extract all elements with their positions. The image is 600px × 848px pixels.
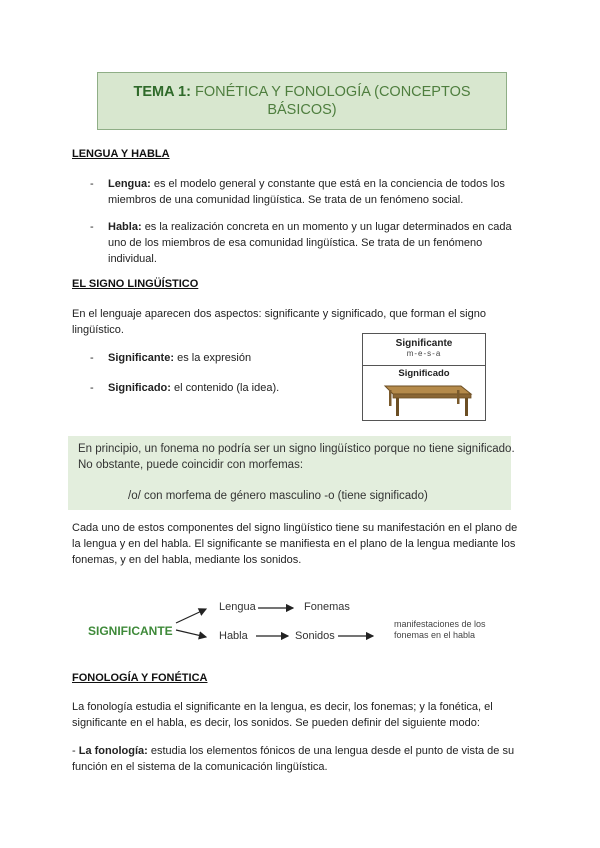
sign-figure-top — [363, 334, 485, 366]
term-significante: Significante: — [108, 352, 175, 364]
significante-text: es la expresión — [177, 352, 252, 364]
diagram-manifestaciones — [394, 619, 486, 641]
def-term: La fonología: — [78, 745, 148, 757]
def-prefix: - — [72, 745, 79, 757]
title-box — [97, 72, 507, 130]
significante-diagram — [88, 592, 518, 652]
bullet-habla — [90, 219, 512, 265]
term-lengua: Lengua: — [108, 178, 151, 190]
title-rest: FONÉTICA Y FONOLOGÍA (CONCEPTOS — [194, 84, 471, 100]
term-significado: Significado: — [108, 382, 171, 394]
bullet-dash: - — [90, 221, 94, 233]
figure-word: m-e-s-a — [406, 349, 442, 358]
habla-line2: uno de los miembros de esa comunidad lingüística. Se trata de un fenómeno — [108, 237, 483, 249]
bullet-dash: - — [90, 352, 94, 364]
figure-significado-label: Significado — [398, 368, 450, 379]
signo-paragraph — [72, 520, 517, 568]
habla-line1: es la realización concreta en un momento y un lugar determinados en cada — [144, 221, 512, 233]
fonologia-paragraph — [72, 699, 493, 731]
signo-intro-line2: lingüístico. — [72, 324, 124, 336]
bullet-significado — [90, 380, 280, 396]
signo-para-line3: fonemas, y en del habla, mediante los sonidos. — [72, 554, 302, 566]
signo-para-line1: Cada uno de estos componentes del signo lingüístico tiene su manifestación en el plano de — [72, 522, 518, 534]
sign-figure — [362, 333, 486, 421]
figure-significante-label: Significante — [395, 338, 453, 349]
heading-lengua-habla: LENGUA Y HABLA — [72, 148, 170, 160]
title-line-2: BÁSICOS) — [267, 102, 337, 118]
heading-signo: EL SIGNO LINGÜÍSTICO — [72, 278, 199, 290]
note-example: /o/ con morfema de género masculino -o (tiene significado) — [128, 490, 428, 502]
note-line1: En principio, un fonema no podría ser un signo lingüístico porque no tiene significado. — [78, 443, 515, 455]
fonologia-para-line1: La fonología estudia el significante en la lengua, es decir, los fonemas; y la fonética, el — [72, 701, 493, 713]
bullet-lengua — [90, 176, 505, 206]
def-line1: estudia los elementos fónicos de una lengua desde el punto de vista de su — [150, 745, 515, 757]
signo-para-line2: la lengua y en del habla. El significante se manifiesta en el plano de la lengua mediante los — [72, 538, 516, 550]
diagram-fonemas: Fonemas — [304, 601, 350, 613]
lengua-line2: miembros de una comunidad lingüística. Se trata de un fenómeno social. — [108, 194, 464, 206]
note-line2: No obstante, puede coincidir con morfemas: — [78, 459, 304, 471]
diagram-manif-line1: manifestaciones de los — [394, 619, 486, 629]
title-bold: TEMA 1: — [133, 84, 191, 100]
bullet-dash: - — [90, 382, 94, 394]
significado-text: el contenido (la idea). — [174, 382, 280, 394]
diagram-manif-line2: fonemas en el habla — [394, 630, 476, 640]
diagram-habla: Habla — [219, 630, 248, 642]
fonologia-para-line2: significante en el habla, es decir, los sonidos. Se pueden definir del siguiente modo: — [72, 717, 480, 729]
note-box — [68, 436, 515, 510]
diagram-root: SIGNIFICANTE — [88, 624, 173, 638]
fonologia-definition — [72, 743, 514, 775]
heading-fonologia: FONOLOGÍA Y FONÉTICA — [72, 672, 208, 684]
bullet-dash: - — [90, 178, 94, 190]
title-line-1 — [133, 83, 470, 101]
diagram-lengua: Lengua — [219, 601, 256, 613]
habla-line3: individual. — [108, 253, 157, 265]
table-drawing — [363, 364, 485, 420]
signo-intro-line1: En el lenguaje aparecen dos aspectos: significante y significado, que forman el signo — [72, 308, 486, 320]
term-habla: Habla: — [108, 221, 142, 233]
bullet-significante — [90, 350, 252, 366]
diagram-sonidos: Sonidos — [295, 630, 335, 642]
lengua-line1: es el modelo general y constante que está en la conciencia de todos los — [153, 178, 505, 190]
def-line2: función en el sistema de la comunicación lingüística. — [72, 761, 328, 773]
